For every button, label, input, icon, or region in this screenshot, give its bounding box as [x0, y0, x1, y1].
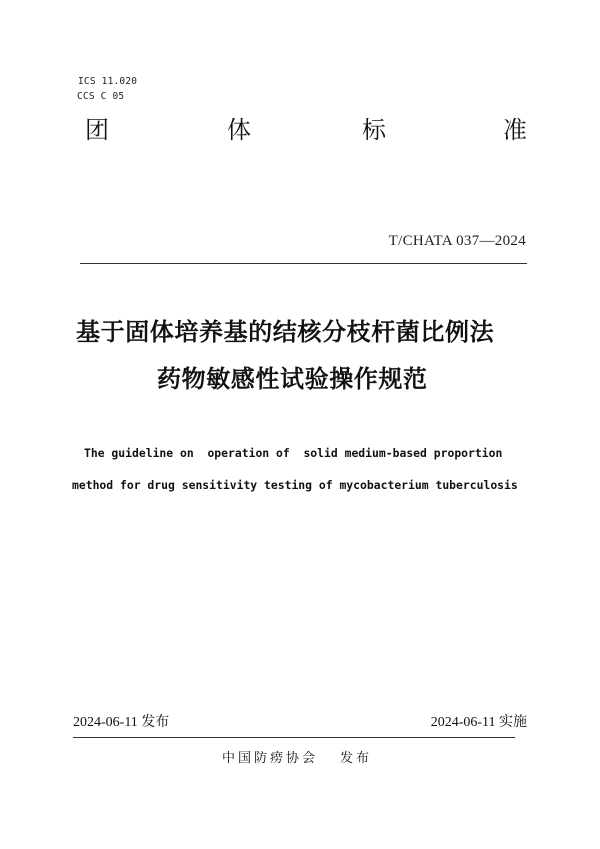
chinese-title-line-1: 基于固体培养基的结核分枝杆菌比例法 [76, 318, 495, 346]
publisher-name: 中国防痨协会 [222, 751, 319, 766]
publisher-action: 发布 [340, 751, 373, 766]
header-divider [80, 263, 527, 264]
ics-code: ICS 11.020 [78, 76, 138, 87]
standard-type-char: 体 [227, 116, 251, 144]
footer-divider [73, 737, 515, 738]
standard-type-char: 准 [503, 116, 527, 144]
standard-number: T/CHATA 037—2024 [388, 233, 526, 249]
english-title-text: The guideline on operation of solid medium-based proportion [84, 446, 503, 460]
standard-type-char: 标 [362, 116, 386, 144]
release-date: 2024-06-11 发布 [73, 715, 170, 730]
publisher-line [222, 747, 372, 766]
implementation-date: 2024-06-11 实施 [430, 715, 527, 730]
chinese-title-line-2: 药物敏感性试验操作规范 [157, 365, 428, 393]
ccs-code: CCS C 05 [77, 91, 125, 102]
english-title-line-2: method for drug sensitivity testing of mycobacterium tuberculosis [72, 478, 518, 492]
english-title-line-1 [84, 445, 502, 461]
standard-type-char: 团 [85, 116, 109, 144]
